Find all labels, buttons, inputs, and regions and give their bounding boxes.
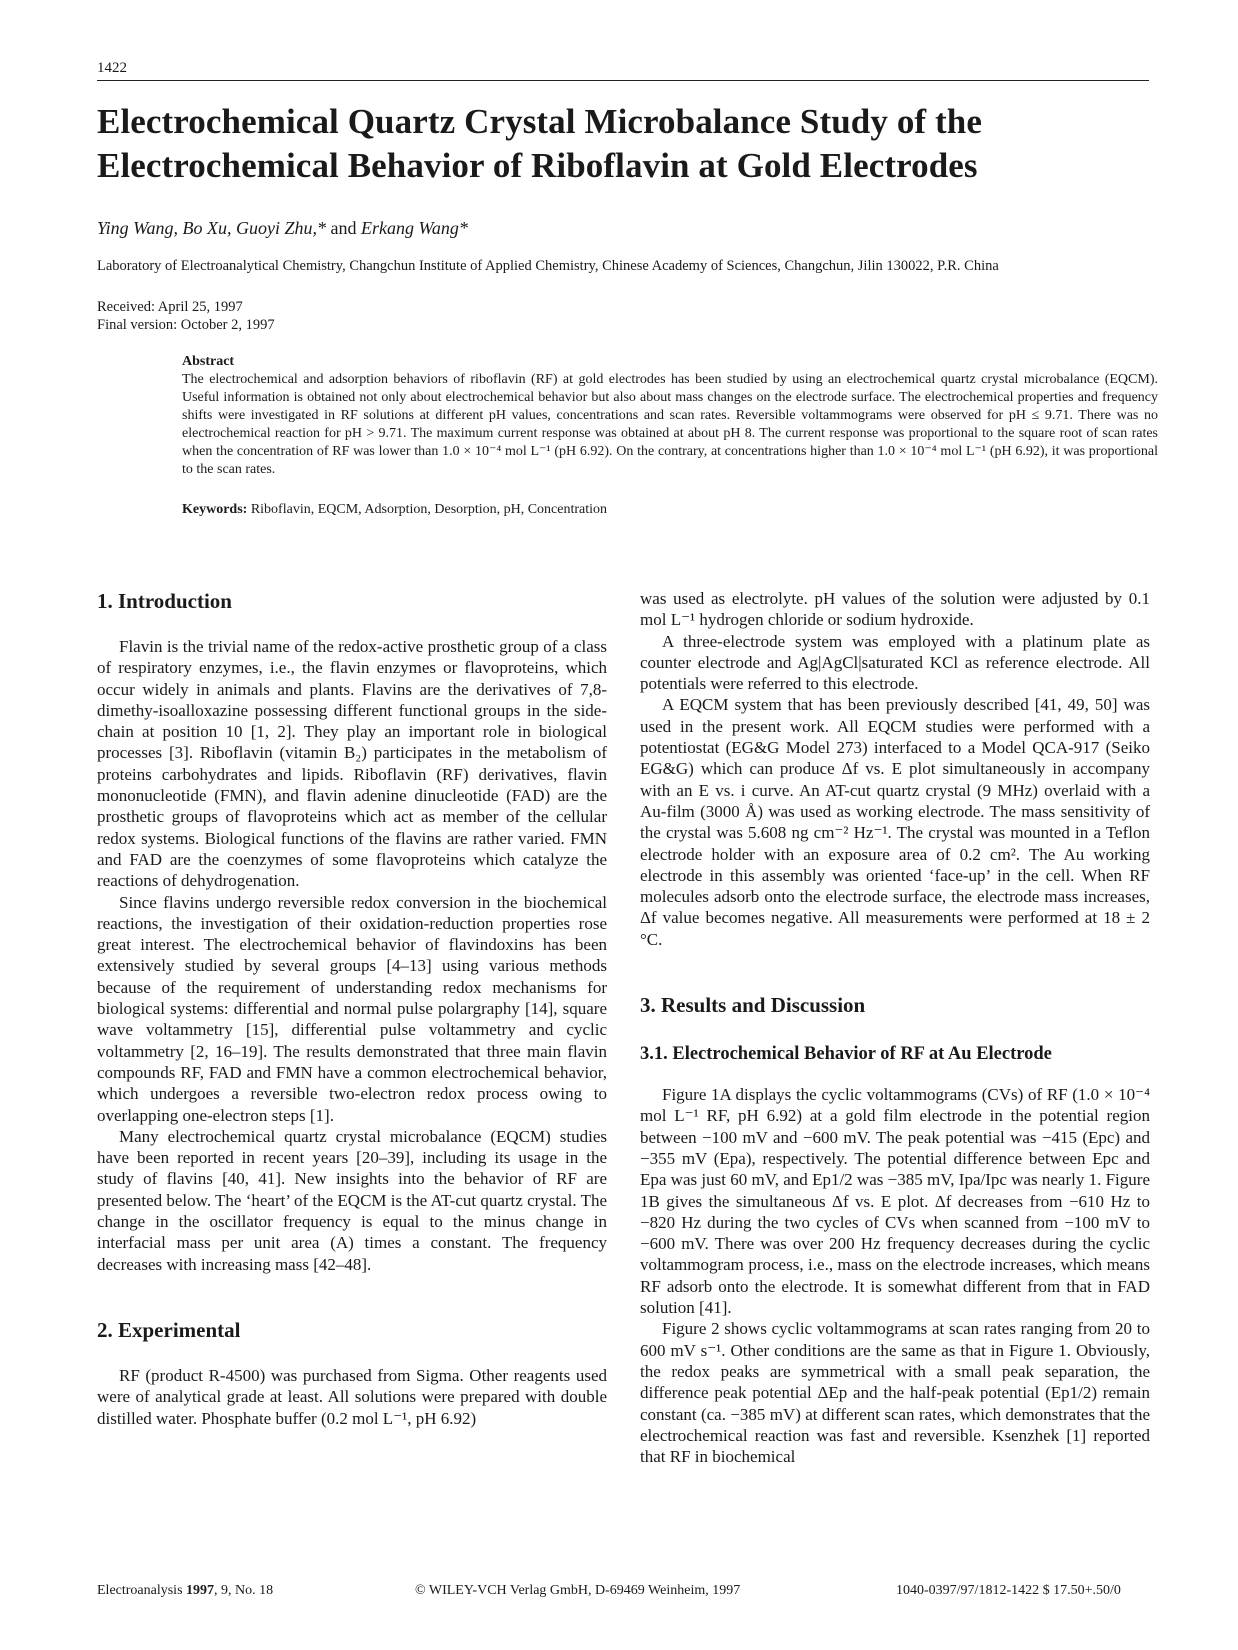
subsection-heading-3-1: 3.1. Electrochemical Behavior of RF at Au Electrode <box>640 1044 1052 1065</box>
paragraph: Figure 2 shows cyclic voltammograms at scan rates ranging from 20 to 600 mV s⁻¹. Other conditions are the same as that in Figure 1. Obviously, the redox peaks are symmetrical with a small peak separation, the difference peak potential ΔEp and the half-peak potential (Ep1/2) remain constant (ca. −385 mV) at different scan rates, which demonstrates that the electrochemical reaction was fast and reversible. Ksenzhek [1] reported that RF in biochemical <box>640 1319 1150 1467</box>
spacer <box>640 1066 1150 1084</box>
section-heading-experimental: 2. Experimental <box>97 1317 241 1342</box>
paragraph: RF (product R-4500) was purchased from Sigma. Other reagents used were of analytical grade at least. All solutions were prepared with double distilled water. Phosphate buffer (0.2 mol L⁻¹, pH 6.92) <box>97 1365 607 1428</box>
paragraph: was used as electrolyte. pH values of the solution were adjusted by 0.1 mol L⁻¹ hydrogen chloride or sodium hydroxide. <box>640 589 1150 630</box>
spacer <box>97 614 607 636</box>
paragraph: A three-electrode system was employed with a platinum plate as counter electrode and Ag|AgCl|saturated KCl as reference electrode. All potentials were referred to this electrode. <box>640 631 1150 694</box>
paragraph: Flavin is the trivial name of the redox-active prosthetic group of a class of respiratory enzymes, i.e., the flavin enzymes or flavoproteins, which occur widely in animals and plants. Flavins are the derivatives of 7,8-dimethy-isoalloxazine possessing different functional groups in the side-chain at position 10 [1, 2]. They play an important role in biological processes [3]. Riboflavin (vitamin B₂) participates in the metabolism of proteins carbohydrates and lipids. Riboflavin (RF) derivatives, flavin mononucleotide (FMN), and flavin adenine dinucleotide (FAD) are the prosthetic groups of flavoproteins which act as member of the cellular redox systems. Biological functions of the flavins are rather varied. FMN and FAD are the coenzymes of some flavoproteins which catalyze the reactions of dehydrogenation. <box>97 637 607 891</box>
paragraph: Since flavins undergo reversible redox conversion in the biochemical reactions, the investigation of their oxidation-reduction properties rose great interest. The electrochemical behavior of flavindoxins has been extensively studied by several groups [4–13] using various methods because of the requirement of understanding redox mechanisms for biological systems: differential and normal pulse polargraphy [14], square wave voltammetry [15], differential pulse voltammetry and cyclic voltammetry [2, 16–19]. The results demonstrated that three main flavin compounds RF, FAD and FMN have a common electrochemical behavior, which undergoes a reversible two-electron redox process owing to overlapping one-electron steps [1]. <box>97 892 607 1125</box>
spacer <box>97 1275 607 1317</box>
footer-year: 1997 <box>186 1583 215 1598</box>
article-title: Electrochemical Quartz Crystal Microbalance Study of the Electrochemical Behavior of Riboflavin at Gold Electrodes <box>97 102 982 185</box>
footer-volume: , 9, No. 18 <box>214 1583 274 1598</box>
author-names: Ying Wang, Bo Xu, Guoyi Zhu,* <box>97 218 327 238</box>
footer-journal-name: Electroanalysis <box>97 1583 187 1598</box>
author-list <box>97 218 468 239</box>
keywords-label: Keywords: <box>182 502 248 517</box>
affiliation: Laboratory of Electroanalytical Chemistry, Changchun Institute of Applied Chemistry, Chinese Academy of Sciences, Changchun, Jilin 130022, P.R. China <box>97 258 999 274</box>
spacer <box>640 1018 1150 1042</box>
author-conjunction: and <box>326 218 362 238</box>
spacer <box>97 1343 607 1365</box>
section-heading-results: 3. Results and Discussion <box>640 993 866 1018</box>
dates-block <box>97 298 275 334</box>
received-date: Received: April 25, 1997 <box>97 299 243 315</box>
section-heading-introduction: 1. Introduction <box>97 589 232 613</box>
final-version-date: Final version: October 2, 1997 <box>97 317 275 333</box>
paragraph: A EQCM system that has been previously described [41, 49, 50] was used in the present work. All EQCM studies were performed with a potentiostat (EG&G Model 273) interfaced to a Model QCA-917 (Seiko EG&G) which can produce Δf vs. E plot simultaneously in accompany with an E vs. i curve. An AT-cut quartz crystal (9 MHz) overlaid with a Au-film (3000 Å) was used as working electrode. The mass sensitivity of the crystal was 5.608 ng cm⁻² Hz⁻¹. The crystal was mounted in a Teflon electrode holder with an exposure area of 0.2 cm². The Au working electrode in this assembly was oriented ‘face-up’ in the cell. When RF molecules adsorb onto the electrode surface, the electrode mass increases, Δf value becomes negative. All measurements were performed at 18 ± 2 °C. <box>640 695 1150 949</box>
paragraph: Figure 1A displays the cyclic voltammograms (CVs) of RF (1.0 × 10⁻⁴ mol L⁻¹ RF, pH 6.92) at a gold film electrode in the potential region between −100 mV and −600 mV. The peak potential was −415 (Epc) and −355 mV (Epa), respectively. The potential difference between Epc and Epa was just 60 mV, and Ep1/2 was −385 mV, Ipa/Ipc was nearly 1. Figure 1B gives the simultaneous Δf vs. E plot. Δf decreases from −610 Hz to −820 Hz during the two cycles of CVs when scanned from −100 mV to −600 mV. There was over 200 Hz frequency decreases during the cyclic voltammogram process, i.e., mass on the electrode increases, which means RF adsorb onto the electrode. It is somewhat different from that in FAD solution [41]. <box>640 1085 1150 1318</box>
abstract-text: The electrochemical and adsorption behaviors of riboflavin (RF) at gold electrodes has been studied by using an electrochemical quartz crystal microbalance (EQCM). Useful information is obtained not only about electrochemical behavior but also about mass changes on the electrode surface. The electrochemical properties and frequency shifts were investigated in RF solutions at different pH values, concentrations and scan rates. Reversible voltammograms were observed for pH ≤ 9.71. There was no electrochemical reaction for pH > 9.71. The maximum current response was obtained at about pH 8. The current response was proportional to the square root of scan rates when the concentration of RF was lower than 1.0 × 10⁻⁴ mol L⁻¹ (pH 6.92). On the contrary, at concentrations higher than 1.0 × 10⁻⁴ mol L⁻¹ (pH 6.92), it was proportional to the scan rates. <box>182 372 1158 477</box>
keywords <box>182 502 607 518</box>
author-last: Erkang Wang* <box>361 218 468 238</box>
footer-journal <box>97 1583 273 1599</box>
abstract <box>182 353 1158 479</box>
left-column <box>97 588 607 1429</box>
spacer <box>640 950 1150 992</box>
paragraph: Many electrochemical quartz crystal microbalance (EQCM) studies have been reported in recent years [20–39], including its usage in the study of flavins [40, 41]. New insights into the behavior of RF are presented below. The ‘heart’ of the EQCM is the AT-cut quartz crystal. The change in the oscillator frequency is equal to the minus change in interfacial mass per unit area (A) times a constant. The frequency decreases with increasing mass [42–48]. <box>97 1126 608 1274</box>
header-rule <box>97 80 1149 81</box>
footer-copyright: © WILEY-VCH Verlag GmbH, D-69469 Weinheim, 1997 <box>415 1583 741 1598</box>
page-number: 1422 <box>97 60 127 76</box>
footer-code: 1040-0397/97/1812-1422 $ 17.50+.50/0 <box>896 1583 1121 1598</box>
abstract-heading: Abstract <box>182 354 235 369</box>
right-column <box>640 588 1150 1467</box>
keywords-text: Riboflavin, EQCM, Adsorption, Desorption, pH, Concentration <box>247 502 608 517</box>
